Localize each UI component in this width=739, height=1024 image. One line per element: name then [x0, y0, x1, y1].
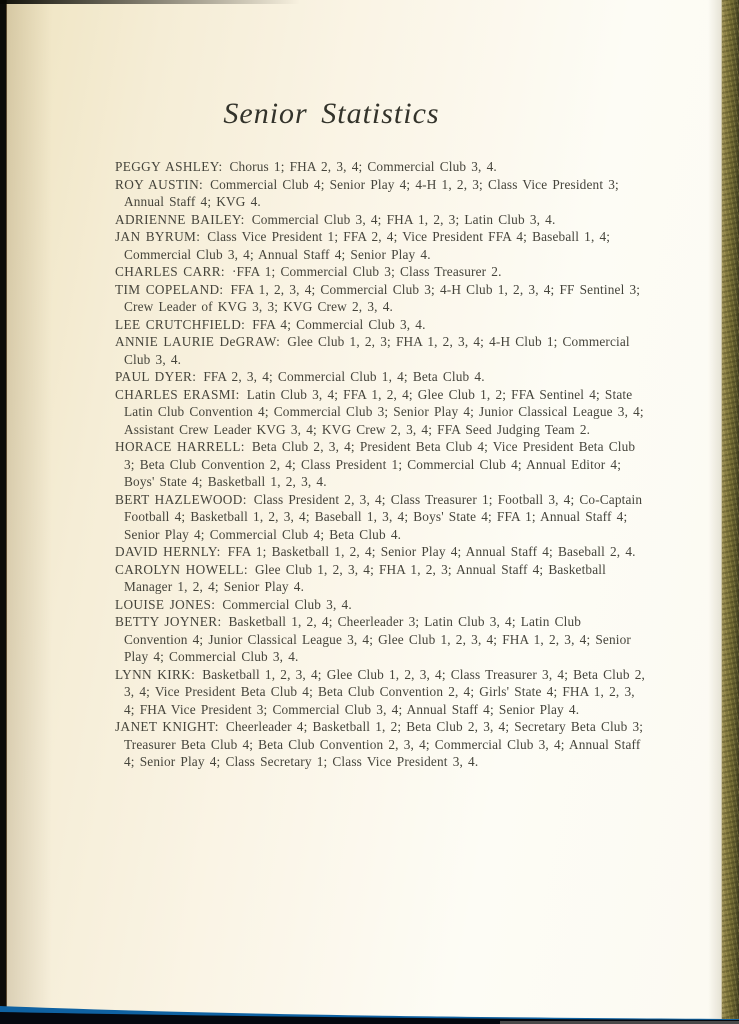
entry-activities: Basketball 1, 2, 4; Cheerleader 3; Latin Club 3, 4; Latin Club Convention 4; Junior Classical League 3, 4; Glee Club 1, 2, 3, 4; FHA 1, 2, 3, 4; Senior Play 4; Commercial Club 3, 4.	[124, 614, 631, 664]
entry-row	[115, 718, 648, 771]
entry-row	[115, 158, 648, 176]
entry-name: ANNIE LAURIE DeGRAW:	[115, 334, 281, 349]
entry-row	[115, 666, 648, 719]
top-scan-shadow	[0, 0, 300, 4]
entry-row	[115, 561, 648, 596]
entry-row	[115, 263, 648, 281]
entry-row	[115, 368, 648, 386]
entry-row	[115, 596, 648, 614]
entry-row	[115, 228, 648, 263]
entry-name: JANET KNIGHT:	[115, 719, 219, 734]
entry-row	[115, 333, 648, 368]
entry-activities: ·FFA 1; Commercial Club 3; Class Treasurer 2.	[231, 264, 502, 279]
entry-name: ROY AUSTIN:	[115, 176, 204, 192]
entry-name: BETTY JOYNER:	[115, 614, 222, 629]
senior-statistics-list	[115, 158, 648, 771]
entry-activities: Beta Club 2, 3, 4; President Beta Club 4; Vice President Beta Club 3; Beta Club Convention 2, 4; Class President 1; Commercial Club 4; Annual Editor 4; Boys' State 4; Basketball 1, 2, 3, 4.	[124, 439, 636, 489]
entry-activities: Chorus 1; FHA 2, 3, 4; Commercial Club 3, 4.	[229, 159, 497, 174]
entry-activities: Glee Club 1, 2, 3; FHA 1, 2, 3, 4; 4-H Club 1; Commercial Club 3, 4.	[124, 334, 630, 367]
entry-activities: FFA 1, 2, 3, 4; Commercial Club 3; 4-H Club 1, 2, 3, 4; FF Sentinel 3; Crew Leader of KVG 3, 3; KVG Crew 2, 3, 4.	[124, 281, 641, 314]
bottom-scan-edge	[0, 998, 739, 1024]
entry-row	[115, 438, 648, 491]
entry-row	[115, 491, 648, 544]
entry-name: DAVID HERNLY:	[115, 544, 221, 559]
entry-row	[115, 211, 648, 229]
entry-name: CAROLYN HOWELL:	[115, 561, 248, 577]
entry-name: CHARLES CARR:	[115, 264, 225, 279]
entry-activities: Class Vice President 1; FFA 2, 4; Vice President FFA 4; Baseball 1, 4; Commercial Club 3, 4; Annual Staff 4; Senior Play 4.	[124, 229, 611, 262]
entry-activities: FFA 1; Basketball 1, 2, 4; Senior Play 4; Annual Staff 4; Baseball 2, 4.	[227, 544, 636, 559]
page-title: Senior Statistics	[223, 97, 440, 130]
entry-name: TIM COPELAND:	[115, 281, 224, 297]
book-spine-edge	[0, 0, 7, 1024]
entry-name: LYNN KIRK:	[115, 666, 196, 682]
entry-name: ADRIENNE BAILEY:	[115, 211, 245, 227]
entry-row	[115, 316, 648, 334]
entry-activities: Commercial Club 3, 4; FHA 1, 2, 3; Latin Club 3, 4.	[251, 211, 556, 227]
entry-activities: FFA 4; Commercial Club 3, 4.	[252, 316, 426, 332]
entry-activities: Basketball 1, 2, 3, 4; Glee Club 1, 2, 3, 4; Class Treasurer 3, 4; Beta Club 2, 3, 4; Vice President Beta Club 4; Beta Club Convention 2, 4; Girls' State 4; FHA 1, 2, 3, 4; FHA Vice President 3; Commercial Club 3, 4; Annual Staff 4; Senior Play 4.	[124, 666, 645, 717]
entry-activities: Latin Club 3, 4; FFA 1, 2, 4; Glee Club 1, 2; FFA Sentinel 4; State Latin Club Convention 4; Commercial Club 3; Senior Play 4; Junior Classical League 3, 4; Assistant Crew Leader KVG 3, 4; KVG Crew 2, 3, 4; FFA Seed Judging Team 2.	[124, 386, 644, 437]
entry-name: CHARLES ERASMI:	[115, 386, 240, 402]
entry-activities: Commercial Club 3, 4.	[222, 596, 352, 612]
entry-activities: Class President 2, 3, 4; Class Treasurer 1; Football 3, 4; Co-Captain Football 4; Basketball 1, 2, 3, 4; Baseball 1, 3, 4; Boys' State 4; FFA 1; Annual Staff 4; Senior Play 4; Commercial Club 4; Beta Club 4.	[124, 491, 643, 542]
entry-name: LOUISE JONES:	[115, 596, 216, 612]
entry-row	[115, 386, 648, 439]
entry-name: JAN BYRUM:	[115, 229, 201, 244]
entry-row	[115, 543, 648, 561]
entry-activities: FFA 2, 3, 4; Commercial Club 1, 4; Beta Club 4.	[203, 369, 485, 384]
entry-name: HORACE HARRELL:	[115, 439, 245, 454]
entry-activities: Glee Club 1, 2, 3, 4; FHA 1, 2, 3; Annual Staff 4; Basketball Manager 1, 2, 4; Senior Play 4.	[124, 561, 606, 594]
page-content	[115, 97, 648, 771]
entry-name: PEGGY ASHLEY:	[115, 159, 223, 174]
entry-name: PAUL DYER:	[115, 369, 197, 384]
entry-row	[115, 613, 648, 666]
entry-row	[115, 281, 648, 316]
entry-name: LEE CRUTCHFIELD:	[115, 316, 246, 332]
entry-activities: Commercial Club 4; Senior Play 4; 4-H 1, 2, 3; Class Vice President 3; Annual Staff 4; KVG 4.	[124, 176, 619, 209]
entry-name: BERT HAZLEWOOD:	[115, 491, 247, 507]
entry-row	[115, 176, 648, 211]
entry-activities: Cheerleader 4; Basketball 1, 2; Beta Club 2, 3, 4; Secretary Beta Club 3; Treasurer Beta Club 4; Beta Club Convention 2, 3, 4; Commercial Club 3, 4; Annual Staff 4; Senior Play 4; Class Secretary 1; Class Vice President 3, 4.	[124, 719, 644, 769]
book-fore-edge	[721, 0, 739, 1024]
